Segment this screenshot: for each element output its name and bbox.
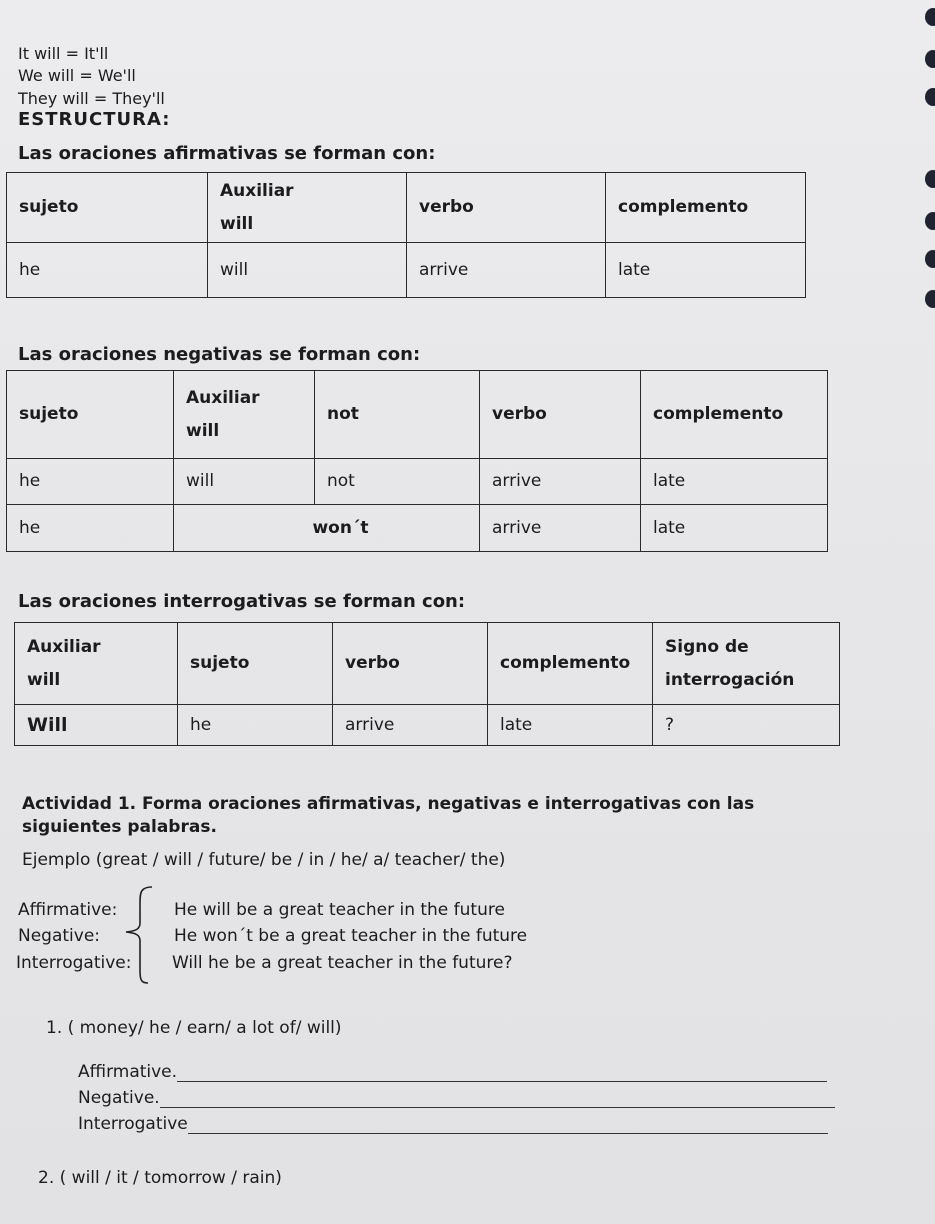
- table-cell: he: [7, 459, 174, 505]
- binder-hole: [925, 250, 935, 268]
- header-cell: sujeto: [178, 623, 333, 705]
- table-cell: arrive: [480, 505, 641, 552]
- table-cell: Will: [15, 705, 178, 746]
- header-cell: verbo: [333, 623, 488, 705]
- table-cell: arrive: [407, 243, 606, 298]
- exercise-1-affirmative-label: Affirmative.: [78, 1062, 178, 1082]
- activity-title-cont: siguientes palabras.: [22, 817, 217, 837]
- brace-icon: [112, 885, 172, 985]
- binder-hole: [925, 88, 935, 106]
- table-cell: won´t: [174, 505, 480, 552]
- negative-table: [6, 370, 828, 552]
- exercise-1-negative-label: Negative.: [78, 1088, 160, 1108]
- header-cell: sujeto: [7, 173, 208, 243]
- table-cell: late: [641, 505, 828, 552]
- example-negative: He won´t be a great teacher in the future: [174, 926, 528, 946]
- example-words: Ejemplo (great / will / future/ be / in / he/ a/ teacher/ the): [22, 850, 506, 870]
- contraction-it: It will = It'll: [18, 44, 109, 63]
- contraction-they: They will = They'll: [18, 89, 165, 108]
- table-header-row: [15, 623, 840, 705]
- table-cell: he: [178, 705, 333, 746]
- table-cell: late: [606, 243, 806, 298]
- answer-line-interrogative[interactable]: [188, 1132, 828, 1134]
- table-cell: late: [488, 705, 653, 746]
- example-interrogative: Will he be a great teacher in the future?: [172, 953, 513, 973]
- table-cell: arrive: [480, 459, 641, 505]
- table-cell: he: [7, 243, 208, 298]
- example-affirmative: He will be a great teacher in the future: [174, 900, 505, 920]
- header-cell: complemento: [488, 623, 653, 705]
- example-label-affirmative: Affirmative:: [18, 900, 118, 920]
- structure-title: ESTRUCTURA:: [18, 109, 171, 130]
- exercise-1-interrogative-row: [78, 1114, 828, 1134]
- table-cell: he: [7, 505, 174, 552]
- header-cell: verbo: [407, 173, 606, 243]
- header-cell: complemento: [641, 371, 828, 459]
- header-cell: Auxiliar will: [174, 371, 315, 459]
- header-cell: Signo de interrogación: [653, 623, 840, 705]
- table-row: [15, 705, 840, 746]
- header-cell: Auxiliar will: [15, 623, 178, 705]
- negative-title: Las oraciones negativas se forman con:: [18, 344, 421, 365]
- binder-hole: [925, 170, 935, 188]
- table-cell: will: [174, 459, 315, 505]
- example-label-negative: Negative:: [18, 926, 101, 946]
- table-cell: late: [641, 459, 828, 505]
- table-cell: arrive: [333, 705, 488, 746]
- binder-hole: [925, 212, 935, 230]
- header-cell: sujeto: [7, 371, 174, 459]
- exercise-1-interrogative-label: Interrogative: [78, 1114, 188, 1134]
- answer-line-negative[interactable]: [160, 1106, 835, 1108]
- example-label-interrogative: Interrogative:: [16, 953, 132, 973]
- table-row: [7, 505, 828, 552]
- affirmative-table: [6, 172, 806, 298]
- header-cell: verbo: [480, 371, 641, 459]
- interrogative-title: Las oraciones interrogativas se forman con:: [18, 591, 466, 612]
- table-cell: ?: [653, 705, 840, 746]
- binder-hole: [925, 50, 935, 68]
- binder-hole: [925, 290, 935, 308]
- table-row: [7, 243, 806, 298]
- interrogative-table: [14, 622, 840, 746]
- binder-hole: [925, 8, 935, 26]
- header-cell: complemento: [606, 173, 806, 243]
- table-cell: will: [208, 243, 407, 298]
- table-cell: not: [315, 459, 480, 505]
- header-cell: Auxiliar will: [208, 173, 407, 243]
- exercise-1: 1. ( money/ he / earn/ a lot of/ will): [46, 1018, 342, 1038]
- exercise-1-negative-row: [78, 1088, 835, 1108]
- answer-line-affirmative[interactable]: [177, 1080, 827, 1082]
- table-row: [7, 459, 828, 505]
- affirmative-title: Las oraciones afirmativas se forman con:: [18, 143, 436, 164]
- table-header-row: [7, 371, 828, 459]
- exercise-2: 2. ( will / it / tomorrow / rain): [38, 1168, 282, 1188]
- table-header-row: [7, 173, 806, 243]
- contraction-we: We will = We'll: [18, 66, 136, 85]
- activity-title: Actividad 1. Forma oraciones afirmativas, negativas e interrogativas con las: [22, 794, 755, 814]
- header-cell: not: [315, 371, 480, 459]
- exercise-1-affirmative-row: [78, 1062, 827, 1082]
